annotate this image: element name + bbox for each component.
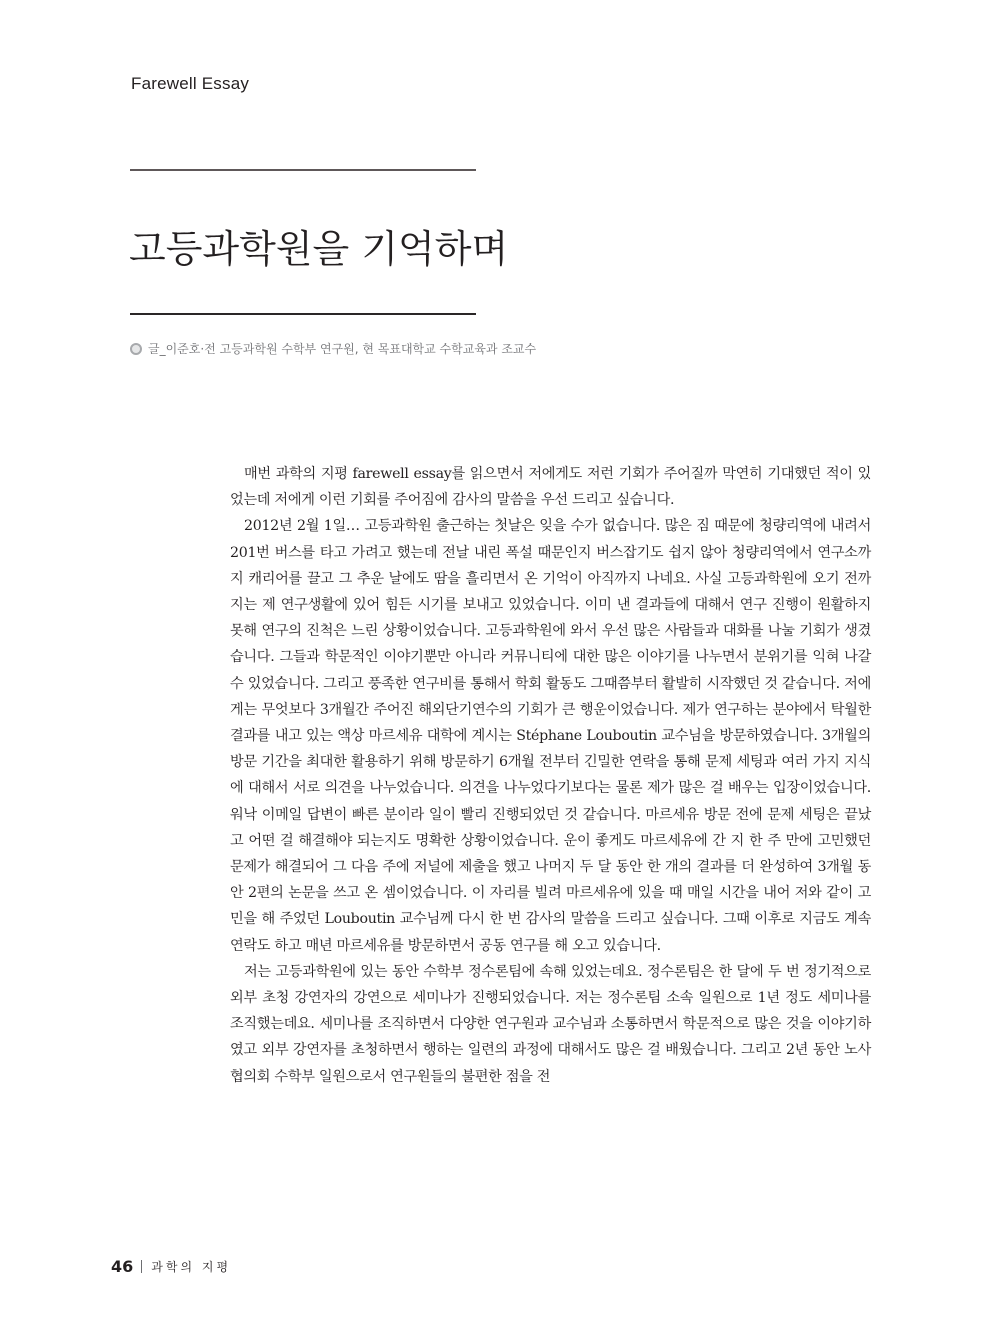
publication-name: 과학의 지평 [151, 1260, 232, 1274]
bullet-circle-icon [130, 343, 142, 355]
footer-divider [141, 1260, 142, 1273]
section-label: Farewell Essay [131, 74, 250, 93]
page-number: 46 [111, 1257, 134, 1276]
byline [130, 340, 536, 357]
paragraph: 2012년 2월 1일… 고등과학원 출근하는 첫날은 잊을 수가 없습니다. 많은 짐 때문에 청량리역에 내려서 201번 버스를 타고 가려고 했는데 전날 내린 폭설 때문인지 버스잡기도 쉽지 않아 청량리역에서 연구소까지 캐리어를 끌고 그 추운 날에도 땀을 흘리면서 온 기억이 아직까지 나네요. 사실 고등과학원에 오기 전까지는 제 연구생활에 있어 힘든 시기를 보내고 있었습니다. 이미 낸 결과들에 대해서 연구 진행이 원활하지 못해 연구의 진척은 느린 상황이었습니다. 고등과학원에 와서 우선 많은 사람들과 대화를 나눌 기회가 생겼습니다. 그들과 학문적인 이야기뿐만 아니라 커뮤니티에 대한 많은 이야기를 나누면서 분위기를 익혀 나갈 수 있었습니다. 그리고 풍족한 연구비를 통해서 학회 활동도 그때쯤부터 활발히 시작했던 것 같습니다. 저에게는 무엇보다 3개월간 주어진 해외단기연수의 기회가 큰 행운이었습니다. 제가 연구하는 분야에서 탁월한 결과를 내고 있는 액상 마르세유 대학에 계시는 Stéphane Louboutin 교수님을 방문하였습니다. 3개월의 방문 기간을 최대한 활용하기 위해 방문하기 6개월 전부터 긴밀한 연락을 통해 문제 세팅과 여러 가지 지식에 대해서 서로 의견을 나누었습니다. 의견을 나누었다기보다는 물론 제가 많은 걸 배우는 입장이었습니다. 워낙 이메일 답변이 빠른 분이라 일이 빨리 진행되었던 것 같습니다. 마르세유 방문 전에 문제 세팅은 끝났고 어떤 걸 해결해야 되는지도 명확한 상황이었습니다. 운이 좋게도 마르세유에 간 지 한 주 만에 고민했던 문제가 해결되어 그 다음 주에 저널에 제출을 했고 나머지 두 달 동안 한 개의 결과를 더 완성하여 3개월 동안 2편의 논문을 쓰고 온 셈이었습니다. 이 자리를 빌려 마르세유에 있을 때 매일 시간을 내어 저와 같이 고민을 해 주었던 Louboutin 교수님께 다시 한 번 감사의 말씀을 드리고 싶습니다. 그때 이후로 지금도 계속 연락도 하고 매년 마르세유를 방문하면서 공동 연구를 해 오고 있습니다. [230, 518, 871, 954]
paragraph: 매번 과학의 지평 farewell essay를 읽으면서 저에게도 저런 기회가 주어질까 막연히 기대했던 적이 있었는데 저에게 이런 기회를 주어짐에 감사의 말씀을 우선 드리고 싶습니다. [230, 466, 871, 509]
article-title: 고등과학원을 기억하며 [129, 227, 509, 271]
article-body [230, 461, 871, 1090]
byline-text: 글_이준호·전 고등과학원 수학부 연구원, 현 목표대학교 수학교육과 조교수 [148, 342, 537, 356]
title-top-rule [130, 169, 476, 171]
title-bottom-rule [130, 313, 476, 315]
paragraph: 저는 고등과학원에 있는 동안 수학부 정수론팀에 속해 있었는데요. 정수론팀은 한 달에 두 번 정기적으로 외부 초청 강연자의 강연으로 세미나가 진행되었습니다. 저는 정수론팀 소속 일원으로 1년 정도 세미나를 조직했는데요. 세미나를 조직하면서 다양한 연구원과 교수님과 소통하면서 학문적으로 많은 것을 이야기하였고 외부 강연자를 초청하면서 행하는 일련의 과정에 대해서도 많은 걸 배웠습니다. 그리고 2년 동안 노사협의회 수학부 일원으로서 연구원들의 불편한 점을 전 [230, 963, 871, 1085]
page-footer [111, 1257, 231, 1276]
